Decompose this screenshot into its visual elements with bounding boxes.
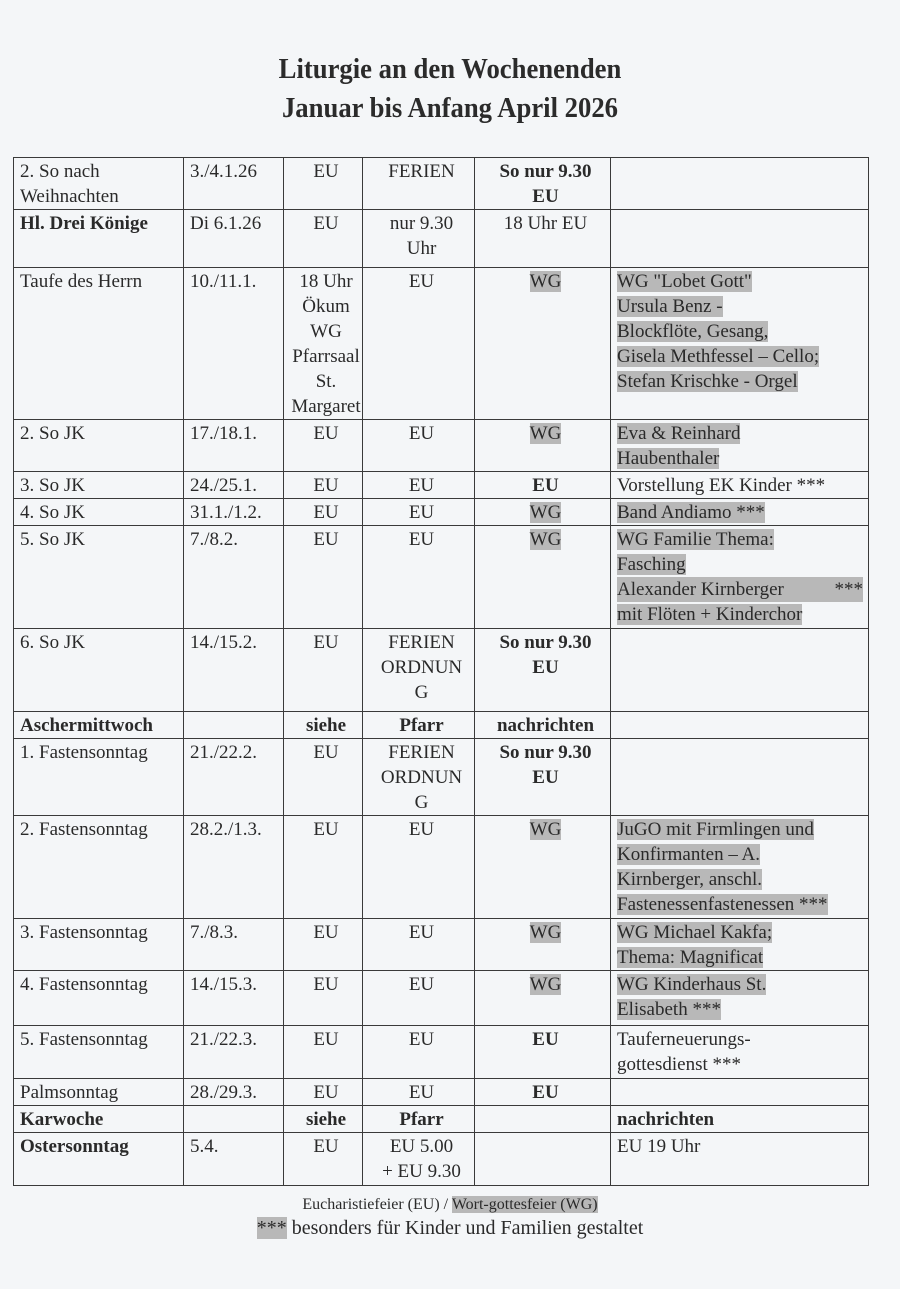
saturday-cell: EU — [284, 1079, 363, 1106]
sunday-first-cell: EU — [363, 1079, 475, 1106]
note-cell: Tauferneuerungs- gottesdienst *** — [611, 1026, 869, 1079]
occasion-cell: 4. Fastensonntag — [14, 971, 184, 1026]
date-cell: 7./8.3. — [184, 919, 284, 971]
sunday-second-cell — [475, 1133, 611, 1186]
table-row — [14, 739, 869, 816]
date-cell: 28./29.3. — [184, 1079, 284, 1106]
wg-legend-highlight: Wort-gottesfeier (WG) — [451, 1196, 598, 1213]
sunday-first-cell: EU — [363, 1026, 475, 1079]
occasion-cell: Karwoche — [14, 1106, 184, 1133]
date-cell: 14./15.2. — [184, 629, 284, 712]
sunday-second-cell: WG — [475, 971, 611, 1026]
table-row — [14, 472, 869, 499]
sunday-first-cell: EU — [363, 971, 475, 1026]
legend-service-types: Eucharistiefeier (EU) / Wort-gottesfeier (WG) — [302, 1196, 598, 1213]
saturday-cell: EU — [284, 472, 363, 499]
saturday-cell: EU — [284, 629, 363, 712]
note-cell — [611, 158, 869, 210]
saturday-cell: siehe — [284, 712, 363, 739]
saturday-cell: siehe — [284, 1106, 363, 1133]
table-row — [14, 971, 869, 1026]
note-cell — [611, 1079, 869, 1106]
saturday-cell: 18 Uhr Ökum WG Pfarrsaal St. Margaret — [284, 268, 363, 420]
occasion-cell: Aschermittwoch — [14, 712, 184, 739]
sunday-first-cell: FERIEN — [363, 158, 475, 210]
note-cell: WG "Lobet Gott" Ursula Benz - Blockflöte, Gesang, Gisela Methfessel – Cello; Stefan Krischke - Orgel — [611, 268, 869, 420]
note-cell — [611, 712, 869, 739]
stars-marker: *** — [256, 1217, 287, 1239]
table-row — [14, 268, 869, 420]
page-title — [36, 50, 864, 128]
saturday-cell: EU — [284, 919, 363, 971]
saturday-cell: EU — [284, 816, 363, 919]
date-cell: 10./11.1. — [184, 268, 284, 420]
date-cell: 5.4. — [184, 1133, 284, 1186]
sunday-second-cell: WG — [475, 816, 611, 919]
occasion-cell: 5. So JK — [14, 526, 184, 629]
date-cell: Di 6.1.26 — [184, 210, 284, 268]
note-cell: nachrichten — [611, 1106, 869, 1133]
table-row — [14, 210, 869, 268]
note-cell — [611, 629, 869, 712]
note-cell: Vorstellung EK Kinder *** — [611, 472, 869, 499]
table-row — [14, 499, 869, 526]
date-cell: 24./25.1. — [184, 472, 284, 499]
sunday-first-cell: Pfarr — [363, 712, 475, 739]
sunday-first-cell: EU — [363, 499, 475, 526]
legend-children-families: *** besonders für Kinder und Familien gestaltet — [256, 1217, 644, 1239]
sunday-first-cell: EU — [363, 268, 475, 420]
note-cell: JuGO mit Firmlingen und Konfirmanten – A. Kirnberger, anschl. Fastenessenfastenessen *** — [611, 816, 869, 919]
note-cell — [611, 739, 869, 816]
sunday-first-cell: EU 5.00 + EU 9.30 — [363, 1133, 475, 1186]
saturday-cell: EU — [284, 158, 363, 210]
sunday-first-cell: FERIEN ORDNUN G — [363, 739, 475, 816]
occasion-cell: Taufe des Herrn — [14, 268, 184, 420]
sunday-first-cell: nur 9.30 Uhr — [363, 210, 475, 268]
occasion-cell: Palmsonntag — [14, 1079, 184, 1106]
occasion-cell: 5. Fastensonntag — [14, 1026, 184, 1079]
wg-highlight: WG — [529, 271, 562, 292]
table-row — [14, 526, 869, 629]
sunday-second-cell: EU — [475, 472, 611, 499]
table-row — [14, 158, 869, 210]
date-cell: 14./15.3. — [184, 971, 284, 1026]
table-row — [14, 1106, 869, 1133]
occasion-cell: 3. Fastensonntag — [14, 919, 184, 971]
date-cell: 3./4.1.26 — [184, 158, 284, 210]
sunday-second-cell: 18 Uhr EU — [475, 210, 611, 268]
note-cell: WG Familie Thema: Fasching Alexander Kirnberger *** mit Flöten + Kinderchor — [611, 526, 869, 629]
date-cell: 7./8.2. — [184, 526, 284, 629]
saturday-cell: EU — [284, 739, 363, 816]
saturday-cell: EU — [284, 526, 363, 629]
note-cell: Eva & Reinhard Haubenthaler — [611, 420, 869, 472]
sunday-first-cell: EU — [363, 526, 475, 629]
occasion-cell: 1. Fastensonntag — [14, 739, 184, 816]
sunday-second-cell: WG — [475, 526, 611, 629]
sunday-second-cell: EU — [475, 1026, 611, 1079]
table-row — [14, 420, 869, 472]
occasion-cell: Hl. Drei Könige — [14, 210, 184, 268]
saturday-cell: EU — [284, 210, 363, 268]
occasion-cell: 6. So JK — [14, 629, 184, 712]
date-cell: 21./22.3. — [184, 1026, 284, 1079]
sunday-first-cell: EU — [363, 919, 475, 971]
date-cell: 17./18.1. — [184, 420, 284, 472]
sunday-second-cell — [475, 268, 611, 420]
note-cell: WG Michael Kakfa; Thema: Magnificat — [611, 919, 869, 971]
sunday-second-cell: So nur 9.30 EU — [475, 739, 611, 816]
sunday-first-cell: FERIEN ORDNUN G — [363, 629, 475, 712]
sunday-first-cell: EU — [363, 420, 475, 472]
table-row — [14, 1133, 869, 1186]
table-row — [14, 919, 869, 971]
sunday-first-cell: EU — [363, 816, 475, 919]
table-row — [14, 629, 869, 712]
occasion-cell: 4. So JK — [14, 499, 184, 526]
sunday-second-cell: WG — [475, 499, 611, 526]
sunday-second-cell: WG — [475, 420, 611, 472]
saturday-cell: EU — [284, 420, 363, 472]
sunday-second-cell: WG — [475, 919, 611, 971]
date-cell — [184, 1106, 284, 1133]
sunday-first-cell: EU — [363, 472, 475, 499]
occasion-cell: 3. So JK — [14, 472, 184, 499]
sunday-second-cell — [475, 1106, 611, 1133]
title-line-2: Januar bis Anfang April 2026 — [281, 92, 619, 124]
title-line-1: Liturgie an den Wochenenden — [278, 53, 622, 85]
sunday-second-cell: nachrichten — [475, 712, 611, 739]
legend — [0, 1195, 900, 1241]
occasion-cell: 2. So JK — [14, 420, 184, 472]
occasion-cell: 2. So nach Weihnachten — [14, 158, 184, 210]
saturday-cell: EU — [284, 1133, 363, 1186]
date-cell: 31.1./1.2. — [184, 499, 284, 526]
saturday-cell: EU — [284, 971, 363, 1026]
sunday-second-cell: EU — [475, 1079, 611, 1106]
date-cell — [184, 712, 284, 739]
table-row — [14, 1026, 869, 1079]
date-cell: 21./22.2. — [184, 739, 284, 816]
note-cell: Band Andiamo *** — [611, 499, 869, 526]
sunday-second-cell: So nur 9.30 EU — [475, 629, 611, 712]
sunday-first-cell: Pfarr — [363, 1106, 475, 1133]
table-row — [14, 1079, 869, 1106]
saturday-cell: EU — [284, 1026, 363, 1079]
table-row — [14, 712, 869, 739]
date-cell: 28.2./1.3. — [184, 816, 284, 919]
note-cell: WG Kinderhaus St. Elisabeth *** — [611, 971, 869, 1026]
occasion-cell: Ostersonntag — [14, 1133, 184, 1186]
note-cell: EU 19 Uhr — [611, 1133, 869, 1186]
table-row — [14, 816, 869, 919]
saturday-cell: EU — [284, 499, 363, 526]
occasion-cell: 2. Fastensonntag — [14, 816, 184, 919]
note-cell — [611, 210, 869, 268]
sunday-second-cell: So nur 9.30 EU — [475, 158, 611, 210]
liturgy-schedule-table — [13, 157, 869, 1186]
